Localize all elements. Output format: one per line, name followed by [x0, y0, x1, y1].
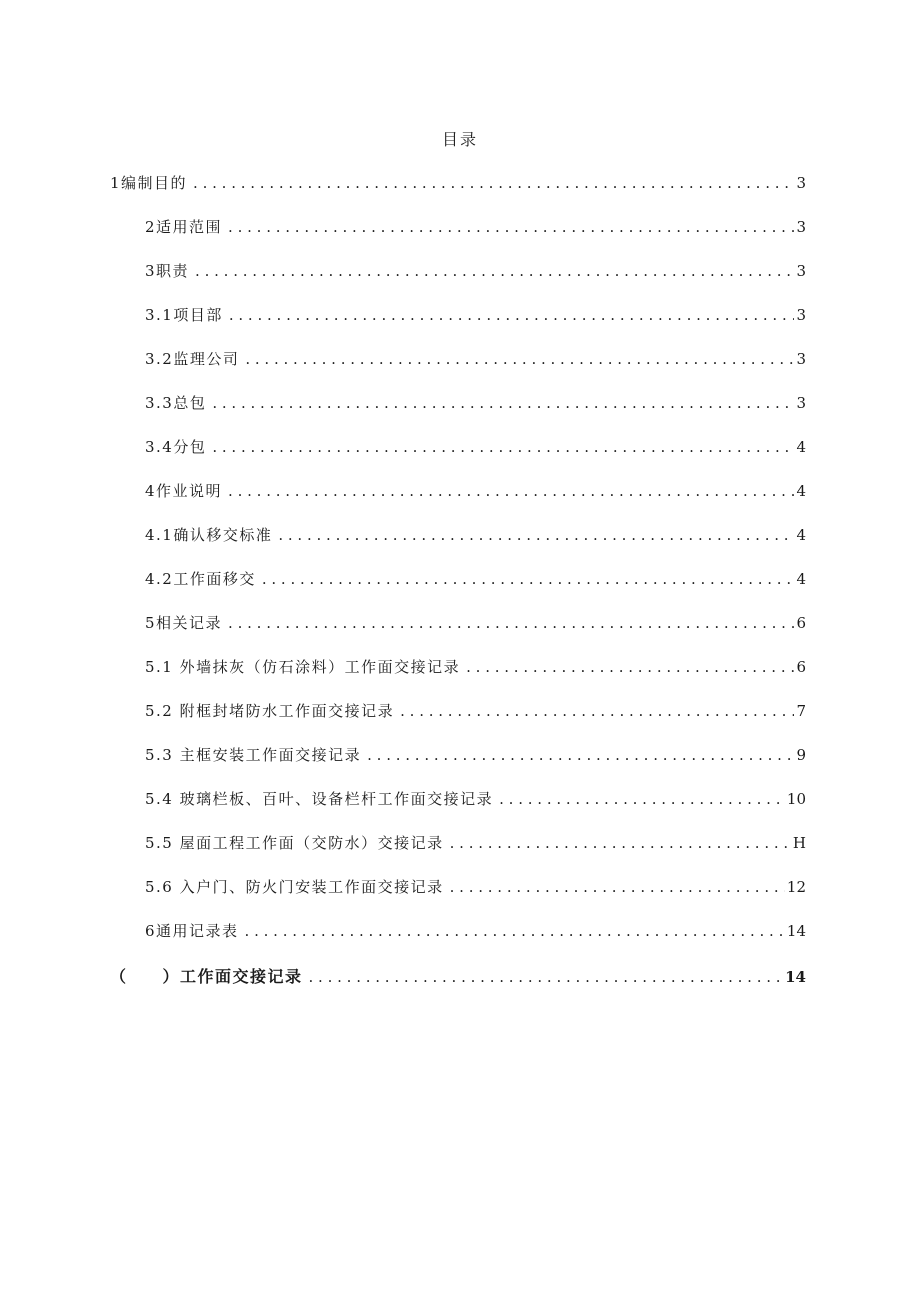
toc-entry-label: 5.4 玻璃栏板、百叶、设备栏杆工作面交接记录	[145, 790, 494, 808]
toc-entry-label: 5.5 屋面工程工作面（交防水）交接记录	[145, 834, 444, 852]
dot-leader	[245, 922, 785, 940]
toc-entry-label: 5相关记录	[145, 614, 223, 632]
toc-title: 目录	[441, 130, 478, 149]
toc-entry-page: 10	[786, 790, 806, 808]
dot-leader	[195, 262, 794, 280]
dot-leader	[466, 658, 794, 676]
toc-entry-label: 5.3 主框安装工作面交接记录	[145, 746, 362, 764]
dot-leader	[262, 570, 794, 588]
toc-entry-page: 4	[796, 526, 806, 544]
dot-leader	[450, 878, 785, 896]
toc-entry-label: 6通用记录表	[145, 922, 239, 940]
toc-entry-label: 5.1 外墙抹灰（仿石涂料）工作面交接记录	[145, 658, 461, 676]
toc-entry[interactable]	[145, 700, 806, 724]
toc-entry[interactable]	[145, 392, 806, 416]
toc-entry[interactable]	[145, 568, 806, 592]
toc-entry-page: 14	[786, 922, 806, 940]
dot-leader	[212, 438, 794, 456]
toc-entry-page: 4	[796, 438, 806, 456]
toc-entry-page: 6	[796, 658, 806, 676]
toc-entry-label: 1编制目的	[110, 174, 188, 192]
dot-leader	[228, 482, 794, 500]
toc-entry[interactable]	[145, 744, 806, 768]
toc-entry-page: 3	[796, 174, 806, 192]
toc-entry-page: 3	[796, 350, 806, 368]
dot-leader	[228, 614, 794, 632]
toc-entry[interactable]	[145, 436, 806, 460]
toc-entry[interactable]	[145, 656, 806, 680]
toc-entry-page: H	[792, 834, 806, 852]
toc-entry-page: 14	[785, 968, 806, 986]
toc-entry[interactable]	[145, 876, 806, 900]
toc-entry-page: 3	[796, 218, 806, 236]
toc-entry[interactable]	[110, 172, 806, 196]
toc-entry-label: 4.1确认移交标准	[145, 526, 273, 544]
toc-entry[interactable]	[145, 216, 806, 240]
toc-entry-page: 7	[796, 702, 806, 720]
toc-entry-page: 3	[796, 262, 806, 280]
toc-entry[interactable]	[145, 304, 806, 328]
dot-leader	[228, 218, 794, 236]
toc-entry-label: 3职责	[145, 262, 190, 280]
toc-entry[interactable]	[145, 832, 806, 856]
dot-leader	[278, 526, 794, 544]
toc-entry-label: 2适用范围	[145, 218, 223, 236]
toc-entry-page: 12	[786, 878, 806, 896]
dot-leader	[450, 834, 791, 852]
toc-entry-label: 4.2工作面移交	[145, 570, 256, 588]
toc-entry[interactable]	[145, 524, 806, 548]
toc-entry-label: 5.6 入户门、防火门安装工作面交接记录	[145, 878, 444, 896]
toc-entry-label: 3.4分包	[145, 438, 207, 456]
toc-entry-label: （ ）工作面交接记录	[110, 969, 303, 986]
toc-entry-label: 3.1项目部	[145, 306, 223, 324]
toc-entry-page: 3	[796, 394, 806, 412]
dot-leader	[229, 306, 794, 324]
toc-entry-page: 4	[796, 482, 806, 500]
toc-entry[interactable]	[110, 964, 806, 988]
dot-leader	[400, 702, 794, 720]
dot-leader	[309, 968, 784, 986]
toc-entry[interactable]	[145, 920, 806, 944]
toc-entry[interactable]	[145, 612, 806, 636]
toc-entry-page: 3	[796, 306, 806, 324]
toc-entry-page: 6	[796, 614, 806, 632]
toc-entry[interactable]	[145, 348, 806, 372]
dot-leader	[245, 350, 794, 368]
toc-entry-label: 3.2监理公司	[145, 350, 240, 368]
toc-entry-page: 4	[796, 570, 806, 588]
dot-leader	[193, 174, 794, 192]
toc-entry-label: 3.3总包	[145, 394, 207, 412]
toc-entry-label: 4作业说明	[145, 482, 223, 500]
dot-leader	[499, 790, 785, 808]
toc-entry[interactable]	[145, 260, 806, 284]
toc-entry-label: 5.2 附框封堵防水工作面交接记录	[145, 702, 395, 720]
dot-leader	[367, 746, 794, 764]
dot-leader	[212, 394, 794, 412]
toc-entry[interactable]	[145, 788, 806, 812]
toc-entry[interactable]	[145, 480, 806, 504]
toc-entry-page: 9	[796, 746, 806, 764]
